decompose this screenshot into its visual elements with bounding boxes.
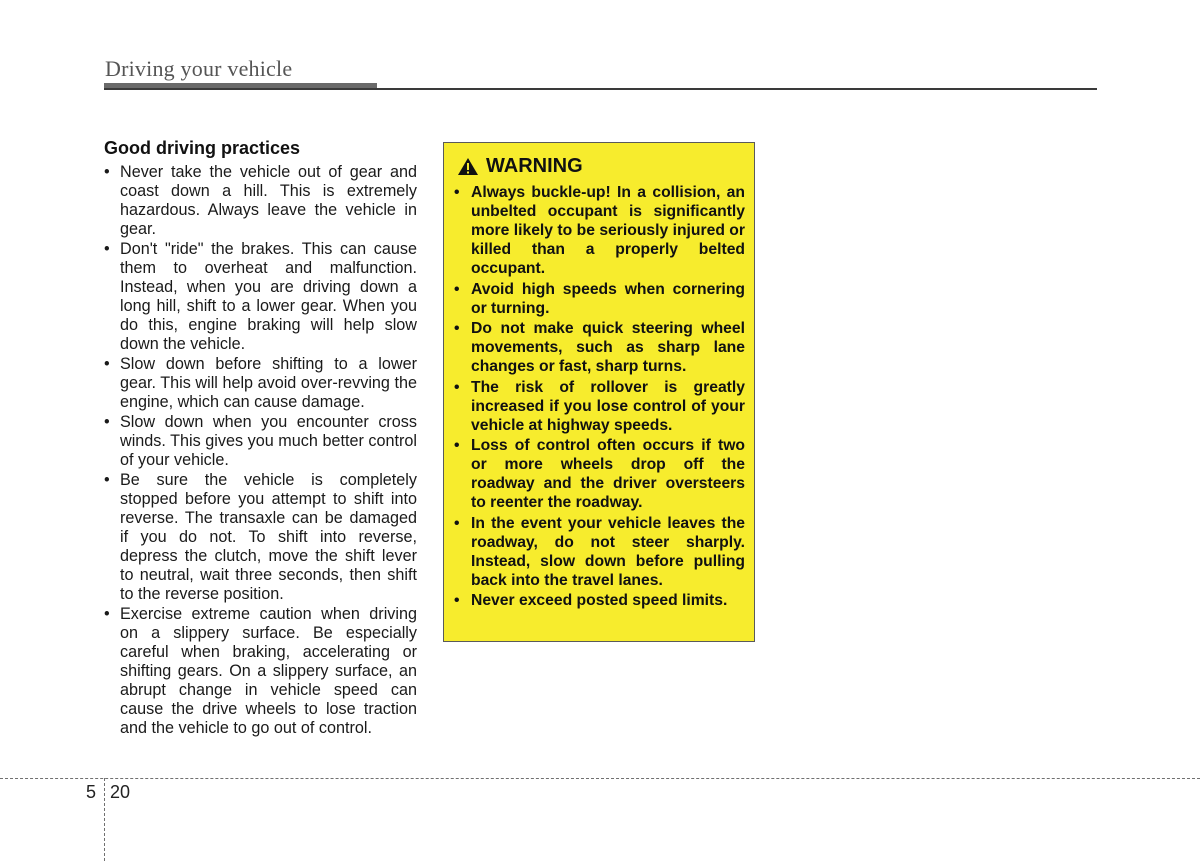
warning-box xyxy=(443,142,755,642)
list-item xyxy=(104,163,417,239)
bullet-icon: • xyxy=(454,320,460,337)
list-item xyxy=(454,183,745,278)
list-item-text: The risk of rollover is greatly increased if you lose control of your vehicle at highway speeds. xyxy=(471,378,745,434)
list-item-text: Never exceed posted speed limits. xyxy=(471,592,728,609)
footer-divider xyxy=(0,778,1200,779)
bullet-icon: • xyxy=(454,280,460,298)
list-item xyxy=(104,355,417,412)
bullet-icon: • xyxy=(104,240,110,258)
bullet-icon: • xyxy=(454,437,460,454)
list-item xyxy=(454,514,745,590)
warning-title: WARNING xyxy=(486,155,583,177)
bullet-icon: • xyxy=(104,471,110,489)
list-item-text: Don't "ride" the brakes. This can cause them to overheat and malfunction. Instead, when you are driving down a long hill, shift to a lower gear. When you do this, engine braking will help slow down the vehicle. xyxy=(120,240,417,353)
list-item xyxy=(454,436,745,512)
bullet-icon: • xyxy=(454,184,460,201)
list-item xyxy=(104,413,417,470)
section-header-title: Driving your vehicle xyxy=(105,56,293,81)
bullet-icon: • xyxy=(104,413,110,431)
bullet-icon: • xyxy=(454,514,460,532)
list-item-text: Slow down before shifting to a lower gear. This will help avoid over-revving the engine, which can cause damage. xyxy=(120,355,417,411)
list-item-text: Avoid high speeds when cornering or turning. xyxy=(471,280,745,317)
bullet-icon: • xyxy=(454,592,460,609)
list-item xyxy=(454,280,745,318)
list-item-text: Be sure the vehicle is completely stopped before you attempt to shift into reverse. The transaxle can be damaged if you do not. To shift into reverse, depress the clutch, move the shift lever to neutral, wait three seconds, then shift to the reverse position. xyxy=(120,471,417,603)
list-item-text: Always buckle-up! In a collision, an unbelted occupant is significantly more likely to be seriously injured or killed than a properly belted occupant. xyxy=(471,184,745,277)
warning-list xyxy=(454,183,745,610)
list-item xyxy=(104,240,417,354)
footer-vertical-divider xyxy=(104,778,105,861)
list-item xyxy=(454,319,745,376)
section-title: Good driving practices xyxy=(104,138,301,158)
list-item xyxy=(104,605,417,738)
warning-header xyxy=(457,155,745,178)
bullet-icon: • xyxy=(104,355,110,373)
bullet-icon: • xyxy=(104,605,110,623)
list-item-text: In the event your vehicle leaves the roadway, do not steer sharply. Instead, slow down before pulling back into the travel lanes. xyxy=(471,514,745,589)
list-item-text: Exercise extreme caution when driving on a slippery surface. Be especially careful when braking, accelerating or shifting gears. On a slippery surface, an abrupt change in vehicle speed can cause the drive wheels to lose traction and the vehicle to go out of control. xyxy=(120,605,417,737)
header-rule xyxy=(104,88,1097,90)
list-item-text: Do not make quick steering wheel movements, such as sharp lane changes or fast, sharp turns. xyxy=(471,320,745,375)
page-number: 20 xyxy=(110,782,131,802)
list-item xyxy=(454,591,745,610)
list-item-text: Loss of control often occurs if two or more wheels drop off the roadway and the driver oversteers to reenter the roadway. xyxy=(471,437,745,511)
chapter-number: 5 xyxy=(86,782,97,802)
bullet-icon: • xyxy=(454,378,460,396)
list-item-text: Never take the vehicle out of gear and coast down a hill. This is extremely hazardous. Always leave the vehicle in gear. xyxy=(120,163,417,238)
warning-triangle-icon xyxy=(457,157,479,176)
list-item-text: Slow down when you encounter cross winds. This gives you much better control of your vehicle. xyxy=(120,413,417,469)
list-item xyxy=(104,471,417,604)
list-item xyxy=(454,378,745,435)
practices-list xyxy=(104,163,417,738)
bullet-icon: • xyxy=(104,163,110,181)
good-driving-practices-section xyxy=(104,138,417,739)
